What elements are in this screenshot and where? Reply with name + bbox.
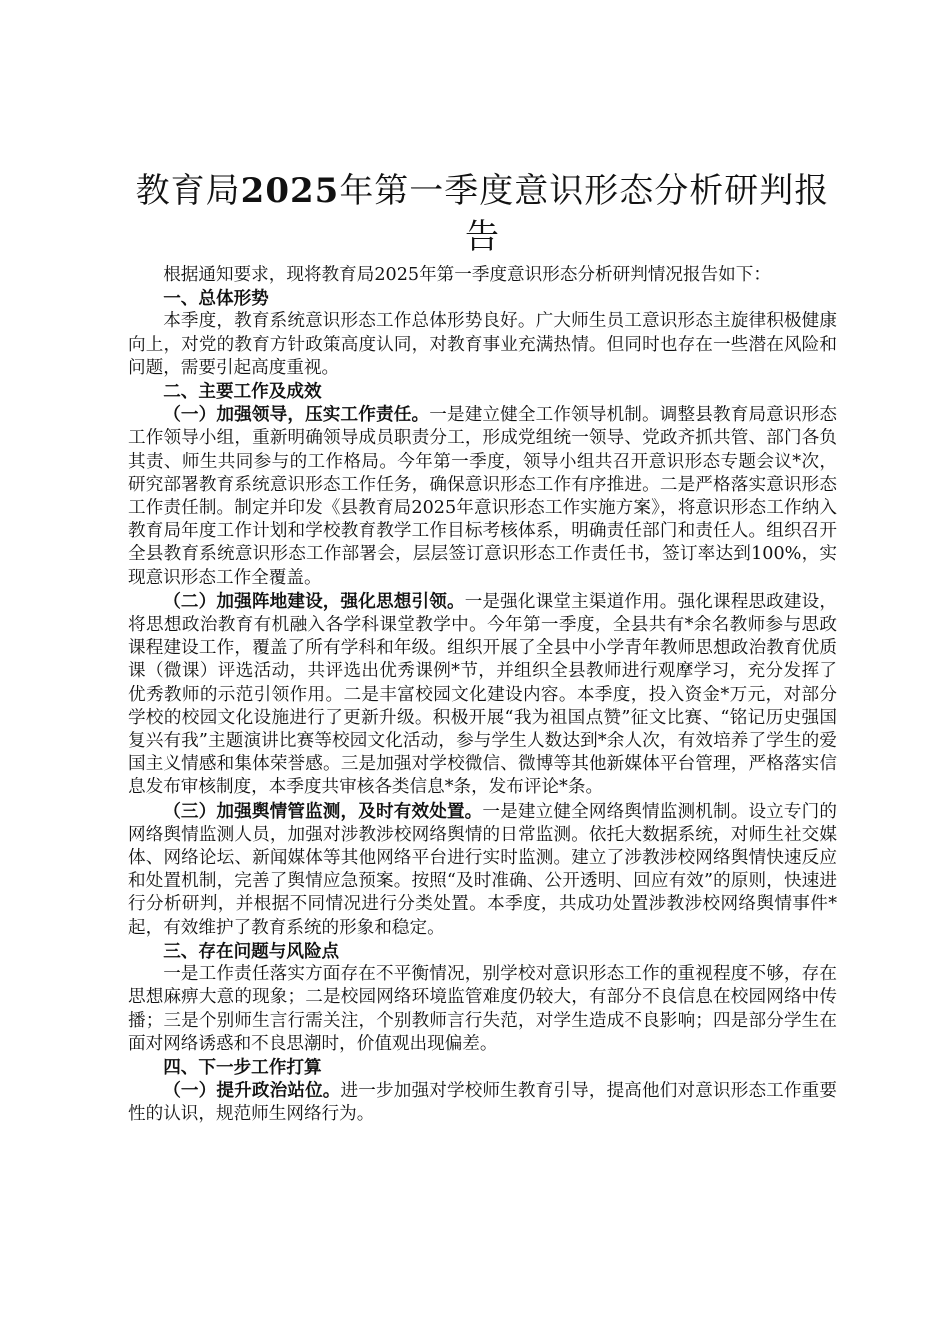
title-year: 2025 <box>240 171 340 211</box>
intro-paragraph: 根据通知要求，现将教育局2025年第一季度意识形态分析研判情况报告如下： <box>163 265 771 285</box>
section-3-paragraph: 一是工作责任落实方面存在不平衡情况，别学校对意识形态工作的重视程度不够，存在思想麻痹大意的现象；二是校园网络环境监管难度仍较大，有部分不良信息在校园网络中传播；三是个别师生言行需关注，个别教师言行失范，对学生造成不良影响；四是部分学生在面对网络诱惑和不良思潮时，价值观出现偏差。 <box>128 964 837 1054</box>
section-2-paragraph-2-lead: （二）加强阵地建设，强化思想引领。 <box>163 590 465 612</box>
section-2-paragraph-3-lead: （三）加强舆情管监测，及时有效处置。 <box>163 800 483 822</box>
section-2-paragraph-3-body: 一是建立健全网络舆情监测机制。设立专门的网络舆情监测人员，加强对涉教涉校网络舆情的日常监测。依托大数据系统，对师生社交媒体、网络论坛、新闻媒体等其他网络平台进行实时监测。建立了涉教涉校网络舆情快速反应和处置机制，完善了舆情应急预案。按照“及时准确、公开透明、回应有效”的原则，快速进行分析研判，并根据不同情况进行分类处置。本季度，共成功处置涉教涉校网络舆情事件*起，有效维护了教育系统的形象和稳定。 <box>128 801 837 938</box>
section-2-paragraph-1-lead: （一）加强领导，压实工作责任。 <box>163 404 430 426</box>
section-2-heading: 二、主要工作及成效 <box>163 381 322 403</box>
section-4-heading: 四、下一步工作打算 <box>163 1056 322 1078</box>
title-part1: 教育局 <box>135 171 241 211</box>
section-2-paragraph-2-body: 一是强化课堂主渠道作用。强化课程思政建设，将思想政治教育有机融入各学科课堂教学中。今年第一季度，全县共有*余名教师参与思政课程建设工作，覆盖了所有学科和年级。组织开展了全县中小学青年教师思想政治教育优质课（微课）评选活动，共评选出优秀课例*节，并组织全县教师进行观摩学习，充分发挥了优秀教师的示范引领作用。二是丰富校园文化建设内容。本季度，投入资金*万元，对部分学校的校园文化设施进行了更新升级。积极开展“我为祖国点赞”征文比赛、“铭记历史强国复兴有我”主题演讲比赛等校园文化活动，参与学生人数达到*余人次，有效培养了学生的爱国主义情感和集体荣誉感。三是加强对学校微信、微博等其他新媒体平台管理，严格落实信息发布审核制度，本季度共审核各类信息*条，发布评论*条。 <box>128 591 837 798</box>
section-4-paragraph-1-lead: （一）提升政治站位。 <box>163 1080 341 1102</box>
section-4-paragraph-1-body: 进一步加强对学校师生教育引导，提高他们对意识形态工作重要性的认识，规范师生网络行为。 <box>128 1081 837 1125</box>
section-2-paragraph-1 <box>128 403 837 590</box>
section-1-heading: 一、总体形势 <box>163 288 269 310</box>
title-part2: 年第一季度意识形态分析研判报 <box>339 171 830 211</box>
section-2-paragraph-1-body: 一是建立健全工作领导机制。调整县教育局意识形态工作领导小组，重新明确领导成员职责分工，形成党组统一领导、党政齐抓共管、部门各负其责、师生共同参与的工作格局。今年第一季度，领导小组共召开意识形态专题会议*次，研究部署教育系统意识形态工作任务，确保意识形态工作有序推进。二是严格落实意识形态工作责任制。制定并印发《县教育局2025年意识形态工作实施方案》，将意识形态工作纳入教育局年度工作计划和学校教育教学工作目标考核体系，明确责任部门和责任人。组织召开全县教育系统意识形态工作部署会，层层签订意识形态工作责任书，签订率达到100%，实现意识形态工作全覆盖。 <box>128 405 837 588</box>
section-4-paragraph-1 <box>128 1079 837 1126</box>
document-title <box>128 168 837 260</box>
section-2-paragraph-3 <box>128 800 837 940</box>
section-3-heading: 三、存在问题与风险点 <box>163 940 340 962</box>
title-line2: 告 <box>465 217 500 257</box>
section-2-paragraph-2 <box>128 590 837 800</box>
section-1-paragraph: 本季度，教育系统意识形态工作总体形势良好。广大师生员工意识形态主旋律积极健康向上，对党的教育方针政策高度认同，对教育事业充满热情。但同时也存在一些潜在风险和问题，需要引起高度重视。 <box>128 311 837 378</box>
